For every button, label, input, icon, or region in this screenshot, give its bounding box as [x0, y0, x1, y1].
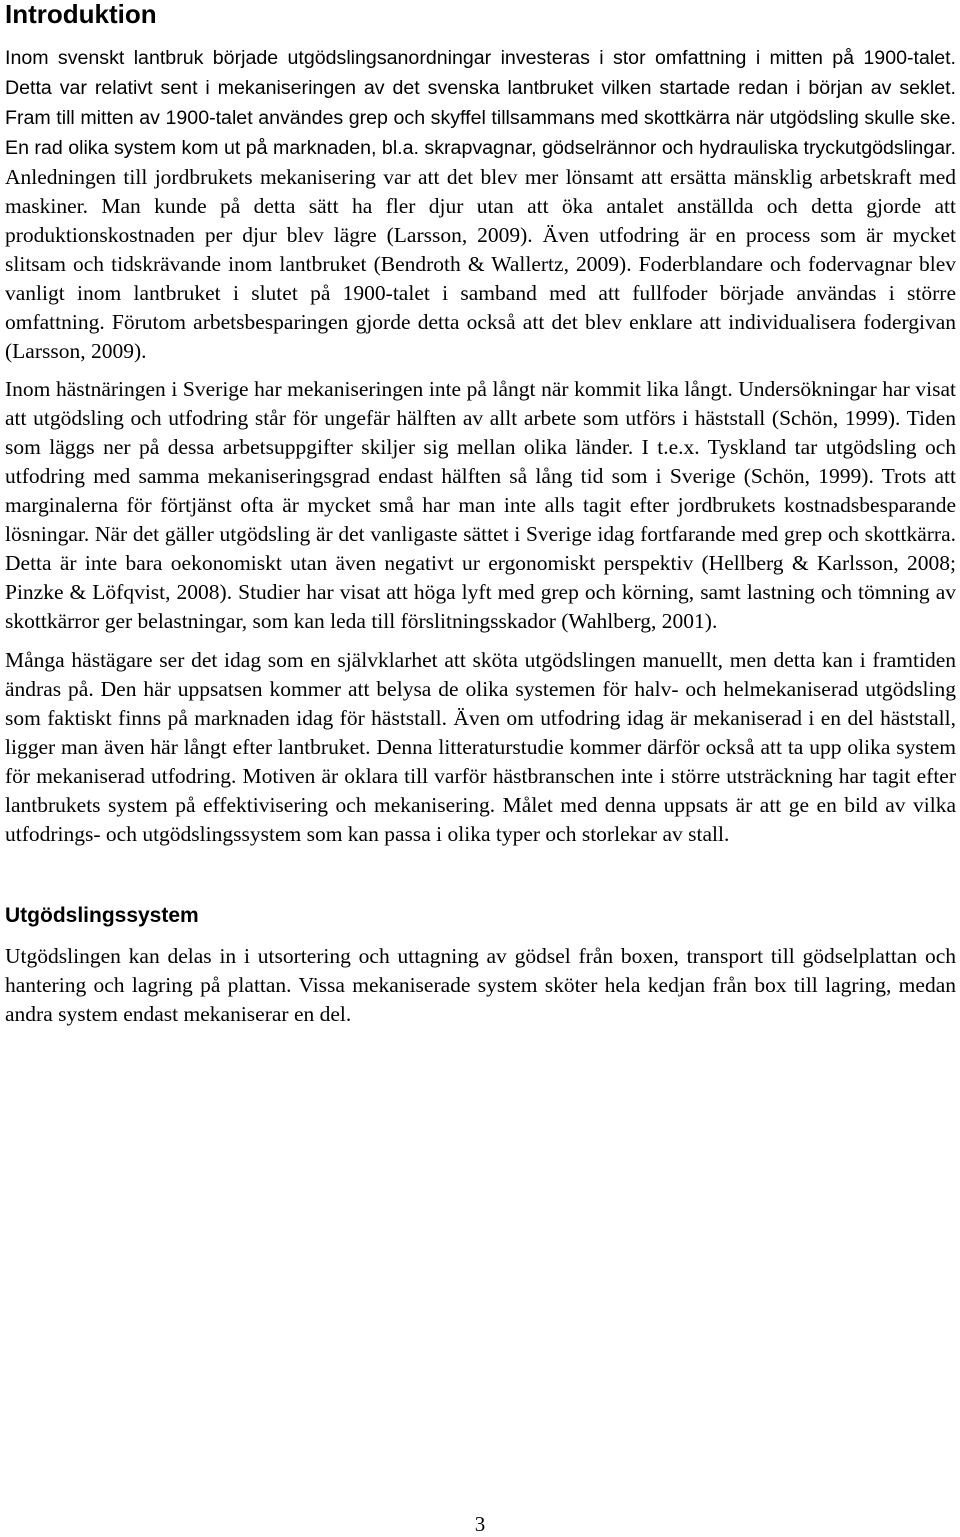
- intro-paragraph-2: Inom hästnäringen i Sverige har mekaniseringen inte på långt när kommit lika långt. Undersökningar har visat att utgödsling och utfodring står för ungefär hälften av allt arbete som utförs i häststall (Schön, 1999). Tiden som läggs ner på dessa arbetsuppgifter skiljer sig mellan olika länder. I t.e.x. Tyskland tar utgödsling och utfodring med samma mekaniseringsgrad endast hälften så lång tid som i Sverige (Schön, 1999). Trots att marginalerna för förtjänst ofta är mycket små har man inte alls tagit efter jordbrukets kostnadsbesparande lösningar. När det gäller utgödsling är det vanligaste sättet i Sverige idag fortfarande med grep och skottkärra. Detta är inte bara oekonomiskt utan även negativt ur ergonomiskt perspektiv (Hellberg & Karlsson, 2008; Pinzke & Löfqvist, 2008). Studier har visat att höga lyft med grep och körning, samt lastning och tömning av skottkärror ger belastningar, som kan leda till förslitningsskador (Wahlberg, 2001).: [5, 377, 956, 633]
- section-heading-utgodslingssystem: Utgödslingssystem: [5, 904, 199, 927]
- intro-paragraph-1-sans-text: Inom svenskt lantbruk började utgödslingsanordningar investeras i stor omfattning i mitten på 1900-talet. Detta var relativt sent i mekaniseringen av det svenska lantbruket vilken startade redan i början av seklet. Fram till mitten av 1900-talet användes grep och skyffel tillsammans med skottkärra när utgödsling skulle ske. En rad olika system kom ut på marknaden, bl.a. skrapvagnar, gödselrännor och hydrauliska tryckutgödslingar.: [5, 47, 956, 159]
- intro-paragraph-3: Många hästägare ser det idag som en självklarhet att sköta utgödslingen manuellt, men detta kan i framtiden ändras på. Den här uppsatsen kommer att belysa de olika systemen för halv- och helmekaniserad utgödsling som faktiskt finns på marknaden idag för häststall. Även om utfodring idag är mekaniserad i en del häststall, ligger man även här långt efter lantbruket. Denna litteraturstudie kommer därför också att ta upp olika system för mekaniserad utfodring. Motiven är oklara till varför hästbranschen inte i större utsträckning har tagit efter lantbrukets system på effektivisering och mekanisering. Målet med denna uppsats är att ge en bild av vilka utfodrings- och utgödslingssystem som kan passa i olika typer och storlekar av stall.: [5, 648, 956, 846]
- utgodsling-paragraph-1: Utgödslingen kan delas in i utsortering och uttagning av gödsel från boxen, transport till gödselplattan och hantering och lagring på plattan. Vissa mekaniserade system sköter hela kedjan från box till lagring, medan andra system endast mekaniserar en del.: [5, 944, 956, 1026]
- page-number: 3: [474, 1512, 486, 1536]
- intro-paragraph-1: [5, 43, 956, 366]
- intro-paragraph-1-serif-text: Anledningen till jordbrukets mekanisering var att det blev mer lönsamt att ersätta mänsklig arbetskraft med maskiner. Man kunde på detta sätt ha fler djur utan att öka antalet anställda och detta gjorde att produktionskostnaden per djur blev lägre (Larsson, 2009). Även utfodring är en process som är mycket slitsam och tidskrävande inom lantbruket (Bendroth & Wallertz, 2009). Foderblandare och fodervagnar blev vanligt inom lantbruket i slutet på 1900-talet i samband med att fullfoder började användas i större omfattning. Förutom arbetsbesparingen gjorde detta också att det blev enklare att individualisera fodergivan (Larsson, 2009).: [5, 165, 956, 363]
- section-heading-introduktion: Introduktion: [5, 0, 157, 29]
